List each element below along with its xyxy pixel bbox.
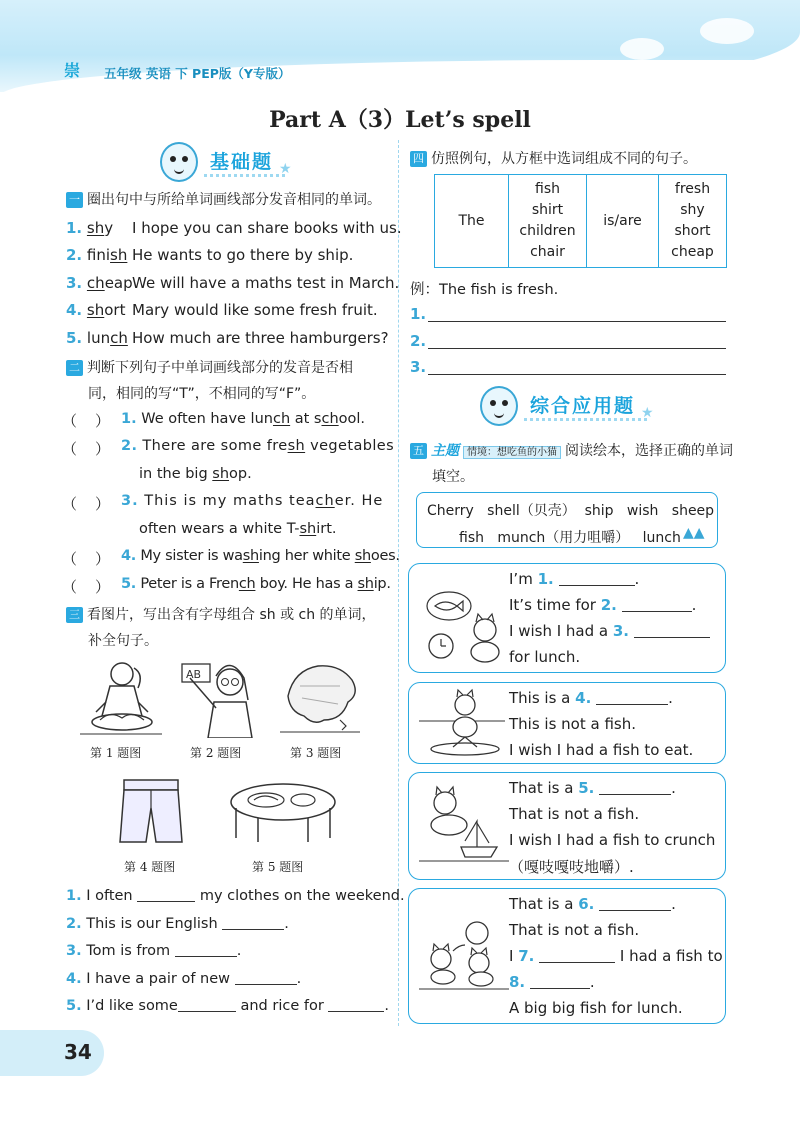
panel3-line-2: That is not a fish.	[509, 805, 640, 823]
blank-input[interactable]	[622, 611, 692, 612]
picture-china-map	[280, 656, 360, 738]
panel3-line-3: I wish I had a fish to crunch	[509, 831, 716, 849]
picture-cat-clock	[421, 584, 507, 666]
sec2-item-2: 2. There are some fresh vegetables	[121, 438, 395, 454]
panel4-line-5: A big big fish for lunch.	[509, 999, 683, 1017]
sec4-example: 例：The fish is fresh.	[410, 282, 559, 298]
answer-paren-2[interactable]: （ ）	[62, 440, 111, 458]
blank-input[interactable]	[328, 1011, 384, 1012]
cloud-decoration	[700, 18, 754, 44]
sec3-item-1: 1. I often my clothes on the weekend.	[66, 888, 405, 904]
answer-paren-5[interactable]: （ ）	[62, 578, 111, 596]
sec2-item-4: 4. My sister is washing her white shoes.	[121, 548, 400, 564]
caption-5: 第 5 题图	[252, 860, 304, 874]
panel2-line-2: This is not a fish.	[509, 715, 637, 733]
panel4-line-2: That is not a fish.	[509, 921, 640, 939]
mascot-icon	[160, 142, 198, 182]
star-icon: ★	[279, 161, 292, 177]
sec3-item-2: 2. This is our English .	[66, 916, 289, 932]
sec1-instruction: 一 圈出句中与所给单词画线部分发音相同的单词。	[66, 189, 381, 209]
sec4-instruction: 四 仿照例句，从方框中选词组成不同的句子。	[410, 148, 697, 168]
sec5-number: 五	[410, 443, 427, 459]
sec3-item-5: 5. I’d like some and rice for .	[66, 998, 390, 1014]
sec1-item-2: 2. finish He wants to go there by ship.	[66, 246, 354, 264]
sec1-number: 一	[66, 192, 83, 208]
sec1-item-5: 5. lunch How much are three hamburgers?	[66, 329, 389, 347]
sec4-line-label-1: 1.	[410, 305, 427, 323]
panel4-line-3: I 7. I had a fish to	[509, 947, 723, 965]
answer-paren-3[interactable]: （ ）	[62, 495, 111, 513]
brand-logo: 崇	[64, 61, 82, 80]
sec2-item-5: 5. Peter is a French boy. He has a ship.	[121, 576, 391, 592]
theme-context: 情境：想吃鱼的小猫	[463, 446, 561, 459]
table-cell-adjectives: fresh shy short cheap	[659, 175, 727, 268]
sec1-sentence-4[interactable]: Mary would like some fresh fruit.	[132, 301, 378, 319]
sec1-item-3: 3. cheap We will have a maths test in March.	[66, 274, 400, 292]
blank-input[interactable]	[559, 585, 635, 586]
panel4-line-4: 8. .	[509, 973, 595, 991]
table-cell-the: The	[435, 175, 509, 268]
page-title: Part A（3）Let’s spell	[269, 107, 531, 133]
sec1-item-1: 1. shy I hope you can share books with us.	[66, 219, 402, 237]
panel2-line-1: This is a 4. .	[509, 689, 673, 707]
picture-washing-clothes	[80, 658, 162, 740]
sec2-item-1: 1. We often have lunch at school.	[121, 411, 366, 427]
mascot-icon	[480, 386, 518, 426]
svg-text:AB: AB	[186, 668, 202, 681]
sec2-item-2-cont: in the big shop.	[139, 466, 252, 482]
panel3-line-1: That is a 5. .	[509, 779, 676, 797]
sec1-sentence-5[interactable]: How much are three hamburgers?	[132, 329, 389, 347]
answer-line-3[interactable]	[428, 374, 726, 375]
banner-comprehensive	[480, 386, 654, 426]
sec1-sentence-1[interactable]: I hope you can share books with us.	[132, 219, 402, 237]
blank-input[interactable]	[539, 962, 615, 963]
sec2-instruction-2: 同，相同的写“T”，不相同的写“F”。	[88, 386, 316, 402]
table-cell-verb: is/are	[587, 175, 659, 268]
panel4-line-1: That is a 6. .	[509, 895, 676, 913]
sec2-number: 二	[66, 360, 83, 376]
banner-basic-text: 基础题	[204, 147, 285, 177]
caption-2: 第 2 题图	[190, 746, 242, 760]
caption-4: 第 4 题图	[124, 860, 176, 874]
sec3-item-3: 3. Tom is from .	[66, 943, 242, 959]
banner-comprehensive-text: 综合应用题	[524, 391, 647, 421]
sec4-number: 四	[410, 151, 427, 167]
story-panel-1	[408, 563, 726, 673]
answer-line-2[interactable]	[428, 348, 726, 349]
blank-input[interactable]	[599, 794, 671, 795]
blank-input[interactable]	[175, 956, 237, 957]
blank-input[interactable]	[222, 929, 284, 930]
tree-icon: ▲▲	[683, 525, 705, 541]
picture-cat-shell	[419, 687, 505, 761]
blank-input[interactable]	[596, 704, 668, 705]
word-box-row-2: fish munch（用力咀嚼） lunch	[459, 530, 681, 546]
sec5-instruction-2: 填空。	[432, 469, 474, 485]
answer-paren-4[interactable]: （ ）	[62, 550, 111, 568]
sec1-sentence-3[interactable]: We will have a maths test in March.	[132, 274, 400, 292]
caption-1: 第 1 题图	[90, 746, 142, 760]
picture-cat-ship	[419, 785, 509, 871]
blank-input[interactable]	[235, 984, 297, 985]
story-panel-4	[408, 888, 726, 1024]
answer-line-1[interactable]	[428, 321, 726, 322]
sec4-line-label-3: 3.	[410, 358, 427, 376]
word-table	[434, 174, 727, 268]
word-box-row-1: Cherry shell（贝壳） ship wish sheep	[427, 503, 715, 519]
panel2-line-3: I wish I had a fish to eat.	[509, 741, 694, 759]
picture-table-with-dishes	[228, 780, 338, 846]
banner-basic	[160, 142, 292, 182]
word-box	[416, 492, 718, 548]
sec3-number: 三	[66, 607, 83, 623]
sec3-instruction-1: 三 看图片，写出含有字母组合 sh 或 ch 的单词，	[66, 604, 376, 624]
star-icon: ★	[641, 405, 654, 421]
sec2-instruction-1: 二 判断下列句子中单词画线部分的发音是否相	[66, 357, 353, 377]
sec3-item-4: 4. I have a pair of new .	[66, 971, 302, 987]
panel1-line-4: for lunch.	[509, 648, 581, 666]
sec2-item-3: 3. This is my maths teacher. He	[121, 493, 384, 509]
panel3-line-4: （嘎吱嘎吱地嚼）.	[509, 858, 634, 876]
header-grade: 五年级 英语 下 PEP版（Y专版）	[104, 66, 291, 81]
panel1-line-2: It’s time for 2. .	[509, 596, 697, 614]
blank-input[interactable]	[178, 1011, 236, 1012]
blank-input[interactable]	[634, 637, 710, 638]
sec3-instruction-2: 补全句子。	[88, 633, 158, 649]
sec1-item-4: 4. short Mary would like some fresh fruit.	[66, 301, 378, 319]
answer-paren-1[interactable]: （ ）	[62, 412, 111, 430]
cloud-decoration	[620, 38, 664, 60]
panel1-line-3: I wish I had a 3.	[509, 622, 710, 640]
sec5-instruction-1: 五 主题 情境：想吃鱼的小猫 阅读绘本，选择正确的单词	[410, 440, 733, 460]
theme-label: 主题	[431, 443, 459, 459]
page-number: 34	[64, 1040, 92, 1064]
story-panel-3	[408, 772, 726, 880]
picture-teacher	[180, 658, 260, 738]
story-panel-2	[408, 682, 726, 764]
blank-input[interactable]	[137, 901, 195, 902]
panel1-line-1: I’m 1. .	[509, 570, 640, 588]
caption-3: 第 3 题图	[290, 746, 342, 760]
sec2-item-3-cont: often wears a white T-shirt.	[139, 521, 337, 537]
picture-cats-fish	[419, 919, 509, 999]
blank-input[interactable]	[599, 910, 671, 911]
table-cell-nouns: fish shirt children chair	[509, 175, 587, 268]
blank-input[interactable]	[530, 988, 590, 989]
sec4-line-label-2: 2.	[410, 332, 427, 350]
picture-shorts	[118, 778, 184, 848]
sec1-sentence-2[interactable]: He wants to go there by ship.	[132, 246, 354, 264]
